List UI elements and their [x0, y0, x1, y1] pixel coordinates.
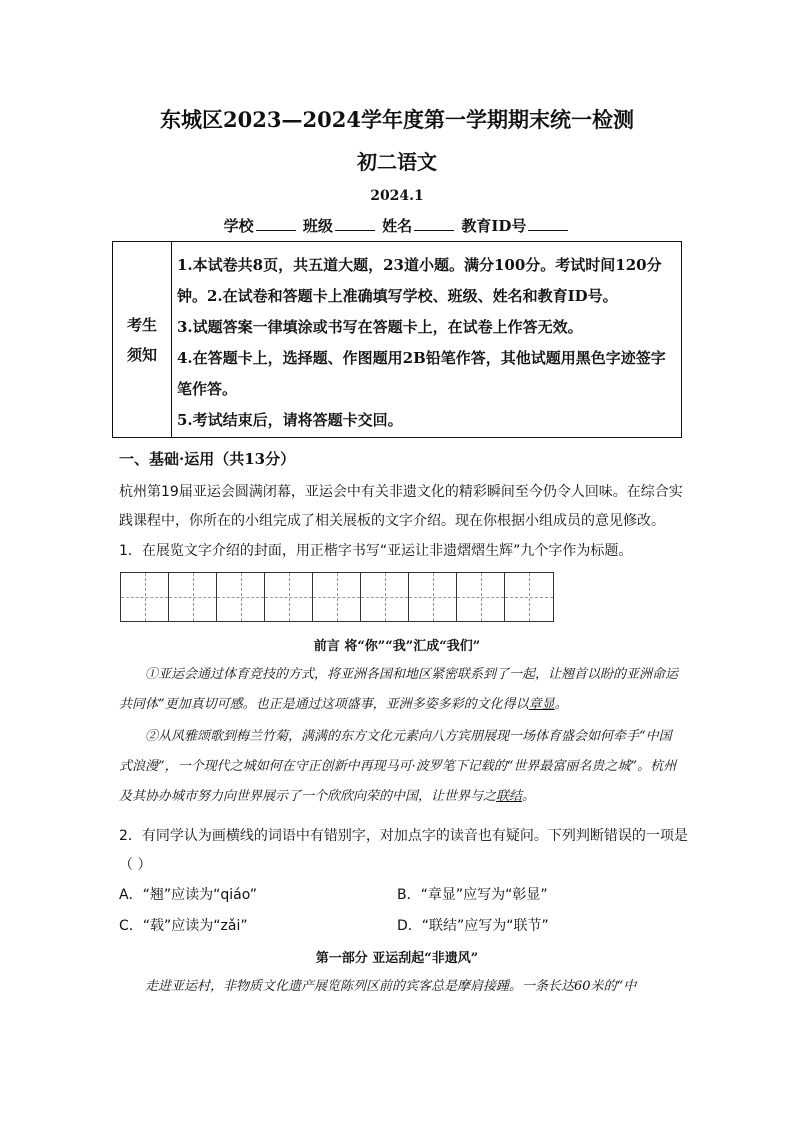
notice-body [177, 250, 677, 436]
notice-item: 4.在答题卡上，选择题、作图题用2B铅笔作答，其他试题用黑色字迹签字笔作答。 [177, 349, 666, 398]
field-class-label: 班级 [302, 217, 333, 235]
field-school-blank[interactable] [256, 216, 296, 231]
grid-cell[interactable] [217, 573, 265, 621]
question-1: 1．在展览文字介绍的封面，用正楷字书写“亚运让非遗熠熠生辉”九个字作为标题。 [119, 543, 633, 559]
question-2-option-a[interactable]: A．“翘”应读为“qiáo” [119, 887, 258, 903]
field-school-label: 学校 [223, 217, 254, 235]
student-info-fields [0, 215, 794, 236]
preface-paragraph-1: ①亚运会通过体育竞技的方式，将亚洲各国和地区紧密联系到了一起，让翘首以盼的亚洲命运共同体”更加真切可感。也正是通过这项盛事，亚洲多姿多彩的文化得以章显。 [119, 667, 679, 712]
field-name-blank[interactable] [414, 216, 454, 231]
notice-label-line1: 考生 [126, 315, 157, 334]
grid-cell[interactable] [121, 573, 169, 621]
preface-caption: 前言 将“你”“我”汇成“我们” [313, 639, 481, 654]
grid-cell[interactable] [409, 573, 457, 621]
grid-cell[interactable] [457, 573, 505, 621]
exam-date: 2024.1 [370, 188, 424, 204]
grid-cell[interactable] [169, 573, 217, 621]
notice-item: 1.本试卷共8页，共五道大题，23道小题。满分100分。考试时间120分钟。2.在试卷和答题卡上准确填写学校、班级、姓名和教育ID号。 [177, 256, 662, 305]
writing-grid[interactable] [120, 572, 554, 622]
exam-subject: 初二语文 [357, 150, 437, 174]
underlined-word-1: 章显 [528, 697, 555, 712]
part1-caption: 第一部分 亚运刮起“非遗风” [315, 951, 479, 966]
notice-label-line2: 须知 [126, 345, 157, 364]
underlined-word-2: 联结 [496, 789, 523, 804]
field-id-label: 教育ID号 [461, 217, 527, 235]
grid-cell[interactable] [505, 573, 553, 621]
question-2-option-d[interactable]: D．“联结”应写为“联节” [397, 918, 549, 934]
part1-paragraph: 走进亚运村，非物质文化遗产展览陈列区前的宾客总是摩肩接踵。一条长达60米的“中 [145, 979, 637, 994]
question-2-option-b[interactable]: B．“章显”应写为“彰显” [397, 887, 548, 903]
notice-item: 5.考试结束后，请将答题卡交回。 [177, 411, 403, 429]
exam-notice-box [112, 241, 682, 438]
notice-label [113, 242, 172, 437]
question-2-option-c[interactable]: C．“载”应读为“zǎi” [119, 918, 248, 934]
section-heading: 一、基础·运用（共13分） [119, 450, 296, 468]
question-2-stem: 2．有同学认为画横线的词语中有错别字，对加点字的读音也有疑问。下列判断错误的一项是（ ） [119, 828, 688, 873]
grid-cell[interactable] [361, 573, 409, 621]
grid-cell[interactable] [313, 573, 361, 621]
field-name-label: 姓名 [382, 217, 413, 235]
section-intro: 杭州第19届亚运会圆满闭幕，亚运会中有关非遗文化的精彩瞬间至今仍令人回味。在综合实践课程中，你所在的小组完成了相关展板的文字介绍。现在你根据小组成员的意见修改。 [119, 484, 683, 529]
field-class-blank[interactable] [335, 216, 375, 231]
preface-paragraph-2: ②从风雅颂歌到梅兰竹菊，满满的东方文化元素向八方宾朋展现一场体育盛会如何牵手“中国式浪漫”，一个现代之城如何在守正创新中再现马可·波罗笔下记载的“世界最富丽名贵之城”。杭州及其协办城市努力向世界展示了一个欣欣向荣的中国，让世界与之联结。 [119, 729, 677, 804]
field-id-blank[interactable] [528, 216, 568, 231]
exam-title: 东城区2023—2024学年度第一学期期末统一检测 [160, 107, 634, 132]
notice-item: 3.试题答案一律填涂或书写在答题卡上，在试卷上作答无效。 [177, 318, 583, 336]
grid-cell[interactable] [265, 573, 313, 621]
